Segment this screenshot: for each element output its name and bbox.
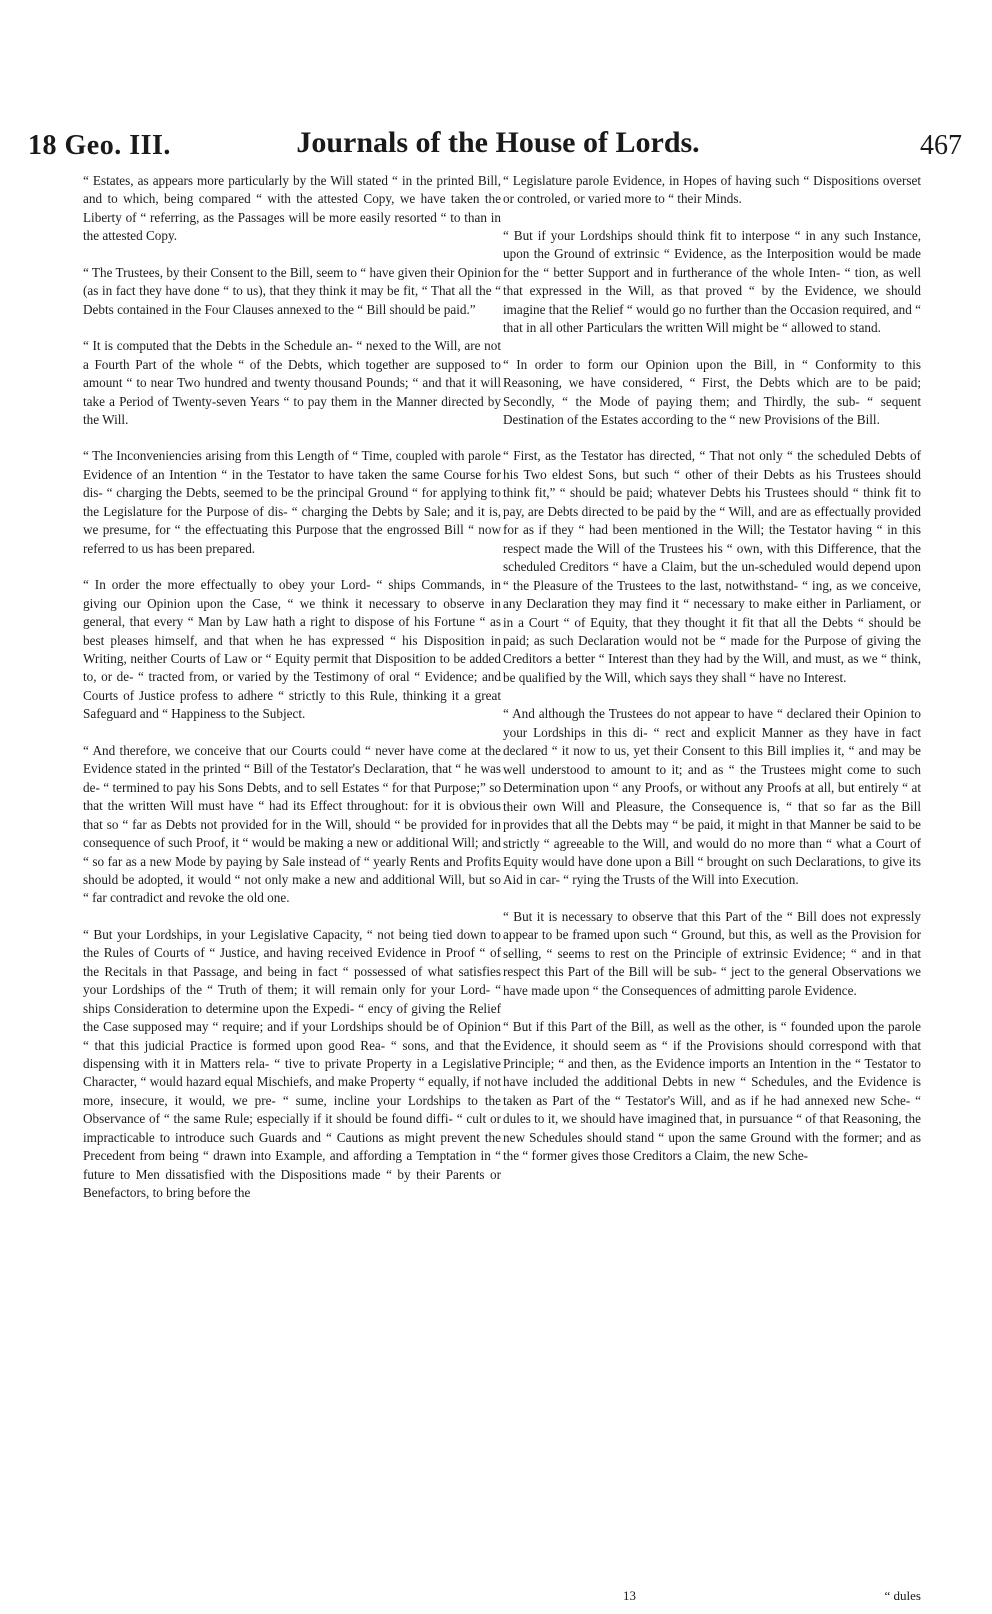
paragraph: “ Legislature parole Evidence, in Hopes of having such “ Dispositions overset or controled, or varied more to “ their Minds.: [503, 173, 921, 207]
paragraph: “ But if your Lordships should think fit to interpose “ in any such Instance, upon the Ground of extrinsic “ Evidence, as the Interposition would be made for the “ better Support and in furtherance of the whole Inten- “ tion, as well that expressed in the Will, as that proved “ by the Evidence, we should imagine that the Relief “ would go no further than the Occasion required, and “ that in all other Particulars the written Will might be “ allowed to stand.: [503, 227, 921, 336]
page-footer: [503, 1588, 921, 1608]
paragraph: “ But your Lordships, in your Legislative Capacity, “ not being tied down to the Rules of Courts of “ Justice, and having received Evidence in Proof “ of the Recitals in that Passage, and being in fact “ possessed of what satisfies your Lordships of the “ Truth of them; it will remain only for your Lord- “ ships Consideration to determine upon the Expedi- “ ency of giving the Relief the Case supposed may “ require; and if your Lordships should be of Opinion “ that this judicial Practice is formed upon good Rea- “ sons, and that the dispensing with it in Matters rela- “ tive to private Property in a Legislative Character, “ would hazard equal Mischiefs, and make Property “ equally, if not more, insecure, it would, we pre- “ sume, incline your Lordships to the Observance of “ the same Rule; especially if it should be found diffi- “ cult or impracticable to introduce such Guards and “ Cautions as might prevent the Precedent from being “ drawn into Example, and affording a Temptation in “ future to Men dissatisfied with the Dispositions made “ by their Parents or Benefactors, to bring before the: [83, 926, 501, 1201]
paragraph: “ And although the Trustees do not appear to have “ declared their Opinion to your Lordships in this di- “ rect and explicit Manner as they have in fact declared “ it now to us, yet their Consent to this Bill implies it, “ and may be well understood to amount to it; and as “ the Trustees might come to such Determination upon “ any Proofs, or without any Proofs at all, but entirely “ at their own Will and Pleasure, the Consequence is, “ that so far as the Bill provides that all the Debts may “ be paid, it might in that Manner be said to be strictly “ agreeable to the Will, and would do no more than “ what a Court of Equity would have done upon a Bill “ brought on such Declarations, to give its Aid in car- “ rying the Trusts of the Will into Execution.: [503, 706, 921, 888]
paragraph: “ But it is necessary to observe that this Part of the “ Bill does not expressly appear to be framed upon such “ Ground, but this, as well as the Provision for selling, “ seems to rest on the Principle of extrinsic Evidence; “ and in that respect this Part of the Bill will be sub- “ ject to the general Observations we have made upon “ the Consequences of admitting parole Evidence.: [503, 908, 921, 998]
running-head: [28, 124, 968, 170]
paragraph: “ Estates, as appears more particularly by the Will stated “ in the printed Bill, and to which, being compared “ with the attested Copy, we have taken the Liberty of “ referring, as the Passages will be more easily resorted “ to than in the attested Copy.: [83, 173, 501, 244]
paragraph: “ In order the more effectually to obey your Lord- “ ships Commands, in giving our Opinion upon the Case, “ we think it necessary to observe in general, that every “ Man by Law hath a right to dispose of his Fortune “ as best pleases himself, and that when he has expressed “ his Disposition in Writing, neither Courts of Law or “ Equity permit that Disposition to be added to, or de- “ tracted from, or varied by the Testimony of oral “ Evidence; and Courts of Justice profess to adhere “ strictly to this Rule, thinking it a great Safeguard and “ Happiness to the Subject.: [83, 577, 501, 722]
regnal-year: 18 Geo. III.: [28, 130, 171, 161]
paragraph: “ The Inconveniencies arising from this Length of “ Time, coupled with parole Evidence of an Intention “ in the Testator to have taken the same Course for dis- “ charging the Debts, seemed to be the principal Ground “ for applying to the Legislature for the Purpose of dis- “ charging the Debts by Sale; and it is, we presume, for “ the effectuating this Purpose that the engrossed Bill “ now referred to us has been prepared.: [83, 448, 501, 556]
right-column: [503, 172, 921, 1184]
journal-title: Journals of the House of Lords.: [296, 126, 700, 159]
catchword: “ dules: [884, 1588, 921, 1603]
paragraph: “ It is computed that the Debts in the Schedule an- “ nexed to the Will, are not a Fourth Part of the whole “ of the Debts, which together are supposed to amount “ to near Two hundred and twenty thousand Pounds; “ and that it will take a Period of Twenty-seven Years “ to pay them in the Manner directed by the Will.: [83, 338, 501, 427]
paragraph: “ In order to form our Opinion upon the Bill, in “ Conformity to this Reasoning, we have considered, “ First, the Debts which are to be paid; Secondly, “ the Mode of paying them; and Thirdly, the sub- “ sequent Destination of the Estates according to the “ new Provisions of the Bill.: [503, 356, 921, 427]
paragraph: “ The Trustees, by their Consent to the Bill, seem to “ have given their Opinion (as in fact they have done “ to us), that they think it may be fit, “ That all the “ Debts contained in the Four Clauses annexed to the “ Bill should be paid.”: [83, 264, 501, 317]
paragraph: “ And therefore, we conceive that our Courts could “ never have come at the Evidence stated in the printed “ Bill of the Testator's Declaration, that “ he was de- “ termined to pay his Sons Debts, and to sell Estates “ for that Purpose;” so that the written Will must have “ had its Effect throughout: for it is obvious that so “ far as Debts not provided for in the Will, should “ be provided for in consequence of such Proof, it “ would be making a new or additional Will; and “ so far as a new Mode by paying by Sale instead of “ yearly Rents and Profits should be adopted, it would “ not only make a new and additional Will, but so “ far contradict and revoke the old one.: [83, 742, 501, 906]
left-column: [83, 172, 501, 1221]
paragraph: “ But if this Part of the Bill, as well as the other, is “ founded upon the parole Evidence, it should seem as “ if the Provisions should correspond with that Principle; “ and then, as the Evidence imports an Intention in the “ Testator to have included the additional Debts in new “ Schedules, and the Evidence is taken as Part of the “ Testator's Will, and as if he had annexed new Sche- “ dules to it, we should have imagined that, in pursuance “ of that Reasoning, the new Schedules should stand “ upon the same Ground with the former; and as the “ former gives those Creditors a Claim, the new Sche-: [503, 1019, 921, 1164]
signature-mark: 13: [623, 1588, 636, 1603]
page-number: 467: [920, 130, 962, 161]
paragraph: “ First, as the Testator has directed, “ That not only “ the scheduled Debts of his Two eldest Sons, but such “ other of their Debts as his Trustees should think fit,” “ should be paid; whatever Debts his Trustees should “ think fit to pay, are Debts directed to be paid by the “ Will, and are as effectually provided for as if they “ had been mentioned in the Will; the Testator having “ in this respect made the Will of the Trustees his “ own, with this Difference, that the scheduled Creditors “ have a Claim, but the un-scheduled would depend upon “ the Pleasure of the Trustees to the last, notwithstand- “ ing, as we conceive, any Declaration they may find it “ necessary to make either in Parliament, or in a Court “ of Equity, that they thought it fit that all the Debts “ should be paid; as such Declaration would not be “ made for the Purpose of giving the Creditors a better “ Interest than they had by the Will, and must, as we “ think, be qualified by the Will, which says they shall “ have no Interest.: [503, 448, 921, 685]
